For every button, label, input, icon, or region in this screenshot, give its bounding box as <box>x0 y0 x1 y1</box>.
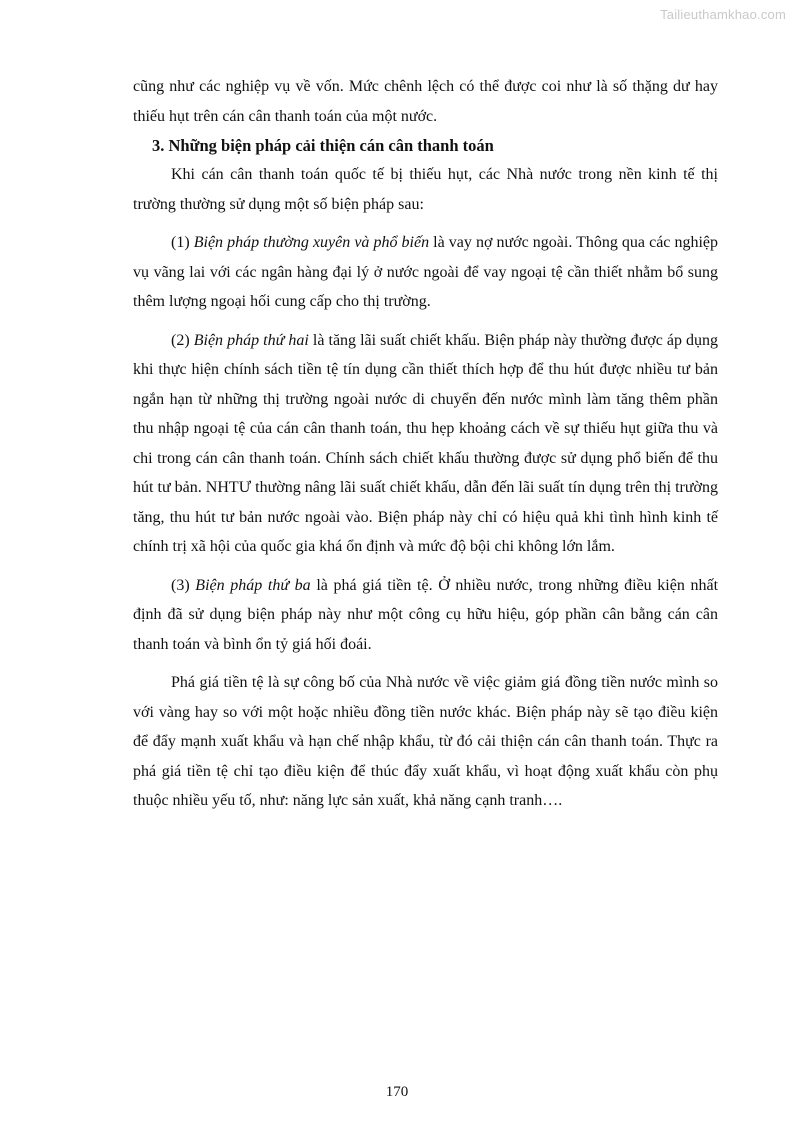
measure-2-title: Biện pháp thứ hai <box>193 331 309 349</box>
measure-3-title: Biện pháp thứ ba <box>195 576 311 594</box>
measure-1-text: là vay nợ nước ngoài. Thông qua các nghiệp vụ vãng lai với các ngân hàng đại lý ở nước ngoài để vay ngoại tệ cần thiết nhằm bổ sung thêm lượng ngoại hối cung cấp cho thị trường. <box>133 234 719 310</box>
measure-2-text: là tăng lãi suất chiết khấu. Biện pháp này thường được áp dụng khi thực hiện chính sách tiền tệ tín dụng cần thiết thích hợp để thu hút được nhiều tư bản ngắn hạn từ những thị trường ngoài nước di chuyển đến nước mình làm tăng thêm phần thu nhập ngoại tệ của cán cân thanh toán, thu hẹp khoảng cách về sự thiếu hụt giữa thu và chi trong cán cân thanh toán. Chính sách chiết khấu thường được sử dụng phổ biến để thu hút tư bản. NHTƯ thường nâng lãi suất chiết khấu, dẫn đến lãi suất tín dụng trên thị trường tăng, thu hút tư bản nước ngoài vào. Biện pháp này chỉ có hiệu quả khi tình hình kinh tế chính trị xã hội của quốc gia khá ổn định và mức độ bội chi không lớn lắm. <box>133 331 719 555</box>
page-body <box>133 72 718 816</box>
measure-3-paragraph <box>133 571 718 660</box>
continuation-paragraph: cũng như các nghiệp vụ về vốn. Mức chênh lệch có thể được coi như là số thặng dư hay thiếu hụt trên cán cân thanh toán của một nước. <box>133 78 718 125</box>
watermark: Tailieuthamkhao.com <box>660 7 786 22</box>
measure-2-number: (2) <box>171 331 194 349</box>
measure-3-text: là phá giá tiền tệ. Ở nhiều nước, trong những điều kiện nhất định đã sử dụng biện pháp này như một công cụ hữu hiệu, góp phần cân bằng cán cân thanh toán và bình ổn tỷ giá hối đoái. <box>133 576 719 653</box>
measure-2-paragraph <box>133 326 718 562</box>
measure-1-paragraph <box>133 228 718 317</box>
intro-paragraph: Khi cán cân thanh toán quốc tế bị thiếu hụt, các Nhà nước trong nền kinh tế thị trường thường sử dụng một số biện pháp sau: <box>133 166 718 213</box>
measure-1-number: (1) <box>171 234 194 251</box>
devaluation-paragraph: Phá giá tiền tệ là sự công bố của Nhà nước về việc giảm giá đồng tiền nước mình so với vàng hay so với một hoặc nhiều đồng tiền nước khác. Biện pháp này sẽ tạo điều kiện để đẩy mạnh xuất khẩu và hạn chế nhập khẩu, từ đó cải thiện cán cân thanh toán. Thực ra phá giá tiền tệ chỉ tạo điều kiện để thúc đẩy xuất khẩu, vì hoạt động xuất khẩu còn phụ thuộc nhiều yếu tố, như: năng lực sản xuất, khả năng cạnh tranh…. <box>133 674 718 809</box>
page-number: 170 <box>385 1084 409 1100</box>
measure-1-title: Biện pháp thường xuyên và phổ biến <box>193 234 430 251</box>
measure-3-number: (3) <box>171 576 196 594</box>
section-heading: 3. Những biện pháp cải thiện cán cân thanh toán <box>152 136 494 155</box>
